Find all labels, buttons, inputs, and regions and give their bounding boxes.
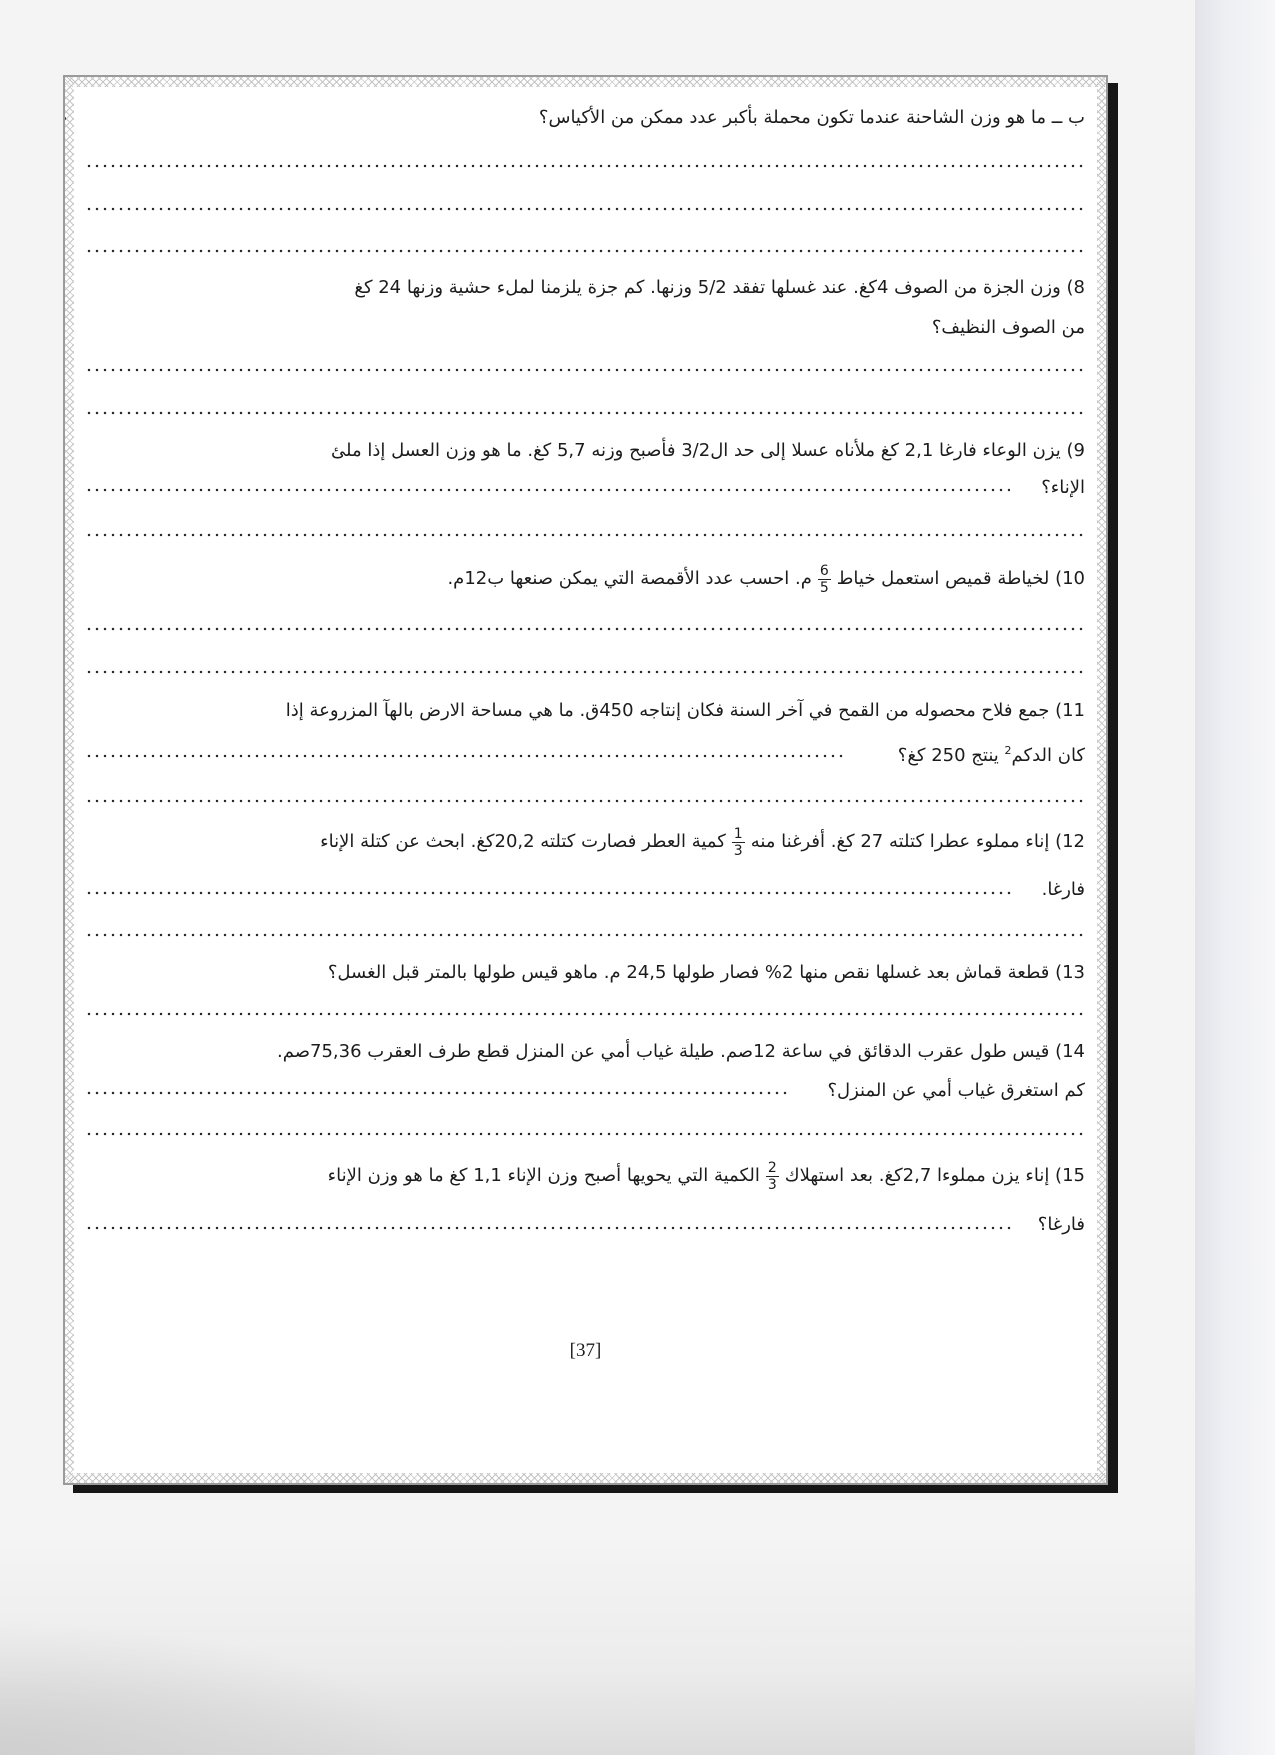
question-15-text-start: 15) إناء يزن مملوءا 2,7كغ. بعد استهلاك xyxy=(784,1165,1085,1186)
question-8-line-1: 8) وزن الجزة من الصوف 4كغ. عند غسلها تفقد 5/2 وزنها. كم جزة يلزمنا لملء حشية وزنها 24 كغ xyxy=(354,277,1085,298)
fraction-numerator: 2 xyxy=(767,1159,777,1176)
question-7b: ب ــ ما هو وزن الشاحنة عندما تكون محملة بأكبر عدد ممكن من الأكياس؟ xyxy=(538,107,1085,128)
answer-line xyxy=(85,487,1010,493)
answer-line xyxy=(85,248,1085,254)
fraction-numerator: 6 xyxy=(819,562,829,579)
answer-line xyxy=(85,367,1085,373)
answer-line xyxy=(85,890,1015,896)
decorative-border-top xyxy=(65,77,1106,87)
page-number: [37] xyxy=(569,1340,602,1361)
answer-line xyxy=(85,1225,1013,1231)
question-12-text-end: كمية العطر فصارت كتلته 20,2كغ. ابحث عن كتلة الإناء xyxy=(320,831,726,852)
scan-speck xyxy=(63,117,66,120)
fraction-one-third xyxy=(732,826,745,859)
answer-line xyxy=(85,753,847,759)
question-10-text-end: م. احسب عدد الأقمصة التي يمكن صنعها ب12م. xyxy=(447,568,812,589)
answer-line xyxy=(85,932,1085,938)
question-15-line-2: فارغا؟ xyxy=(1037,1214,1085,1235)
scan-background-right xyxy=(1195,0,1275,1755)
fraction-denominator: 3 xyxy=(733,842,743,859)
question-11-text-end: ينتج 250 كغ؟ xyxy=(897,745,1005,766)
question-14-line-1: 14) قيس طول عقرب الدقائق في ساعة 12صم. طيلة غياب أمي عن المنزل قطع طرف العقرب 75,36صم. xyxy=(277,1041,1085,1062)
question-11-line-1: 11) جمع فلاح محصوله من القمح في آخر السنة فكان إنتاجه 450ق. ما هي مساحة الارض بالهآ المزروعة إذا xyxy=(285,700,1085,721)
question-15-line-1 xyxy=(328,1154,1085,1198)
answer-line xyxy=(85,1090,787,1096)
answer-line xyxy=(85,1131,1085,1137)
fraction-two-thirds xyxy=(766,1160,779,1193)
superscript-two: 2 xyxy=(1004,744,1012,757)
answer-line xyxy=(85,626,1085,632)
question-9-continuation: الإناء؟ xyxy=(1041,477,1085,498)
answer-line xyxy=(85,1011,1085,1017)
scan-shadow-corner xyxy=(0,1620,430,1755)
fraction-six-fifths xyxy=(818,563,831,596)
question-11-line-2 xyxy=(898,736,1085,766)
answer-line xyxy=(85,669,1085,675)
question-8-line-2: من الصوف النظيف؟ xyxy=(931,317,1085,338)
decorative-border-left xyxy=(65,77,74,1483)
question-15-text-end: الكمية التي يحويها أصبح وزن الإناء 1,1 كغ ما هو وزن الإناء xyxy=(327,1165,760,1186)
question-10 xyxy=(447,559,1085,599)
question-10-text-start: 10) لخياطة قميص استعمل خياط xyxy=(836,568,1085,589)
decorative-border-bottom xyxy=(65,1473,1106,1483)
question-12-line-1 xyxy=(320,820,1085,864)
answer-line xyxy=(85,532,1085,538)
decorative-border-right xyxy=(1097,77,1106,1483)
question-13: 13) قطعة قماش بعد غسلها نقص منها 2% فصار طولها 24,5 م. ماهو قيس طولها بالمتر قبل الغسل؟ xyxy=(327,962,1085,983)
fraction-numerator: 1 xyxy=(733,825,743,842)
answer-line xyxy=(85,410,1085,416)
fraction-denominator: 5 xyxy=(819,579,829,596)
answer-line xyxy=(85,163,1085,169)
answer-line xyxy=(85,798,1085,804)
fraction-denominator: 3 xyxy=(767,1176,777,1193)
question-14-line-2: كم استغرق غياب أمي عن المنزل؟ xyxy=(827,1080,1085,1101)
worksheet-page xyxy=(63,75,1108,1485)
question-12-text-start: 12) إناء مملوء عطرا كتلته 27 كغ. أفرغنا منه xyxy=(750,831,1085,852)
question-9-line-1: 9) يزن الوعاء فارغا 2,1 كغ ملأناه عسلا إلى حد ال3/2 فأصبح وزنه 5,7 كغ. ما هو وزن العسل إذا ملئ xyxy=(331,440,1085,461)
question-11-text-start: كان الدكم xyxy=(1011,745,1085,766)
question-9-line-2 xyxy=(1041,473,1085,503)
answer-line xyxy=(85,206,1085,212)
question-12-line-2: فارغا. xyxy=(1041,879,1085,900)
